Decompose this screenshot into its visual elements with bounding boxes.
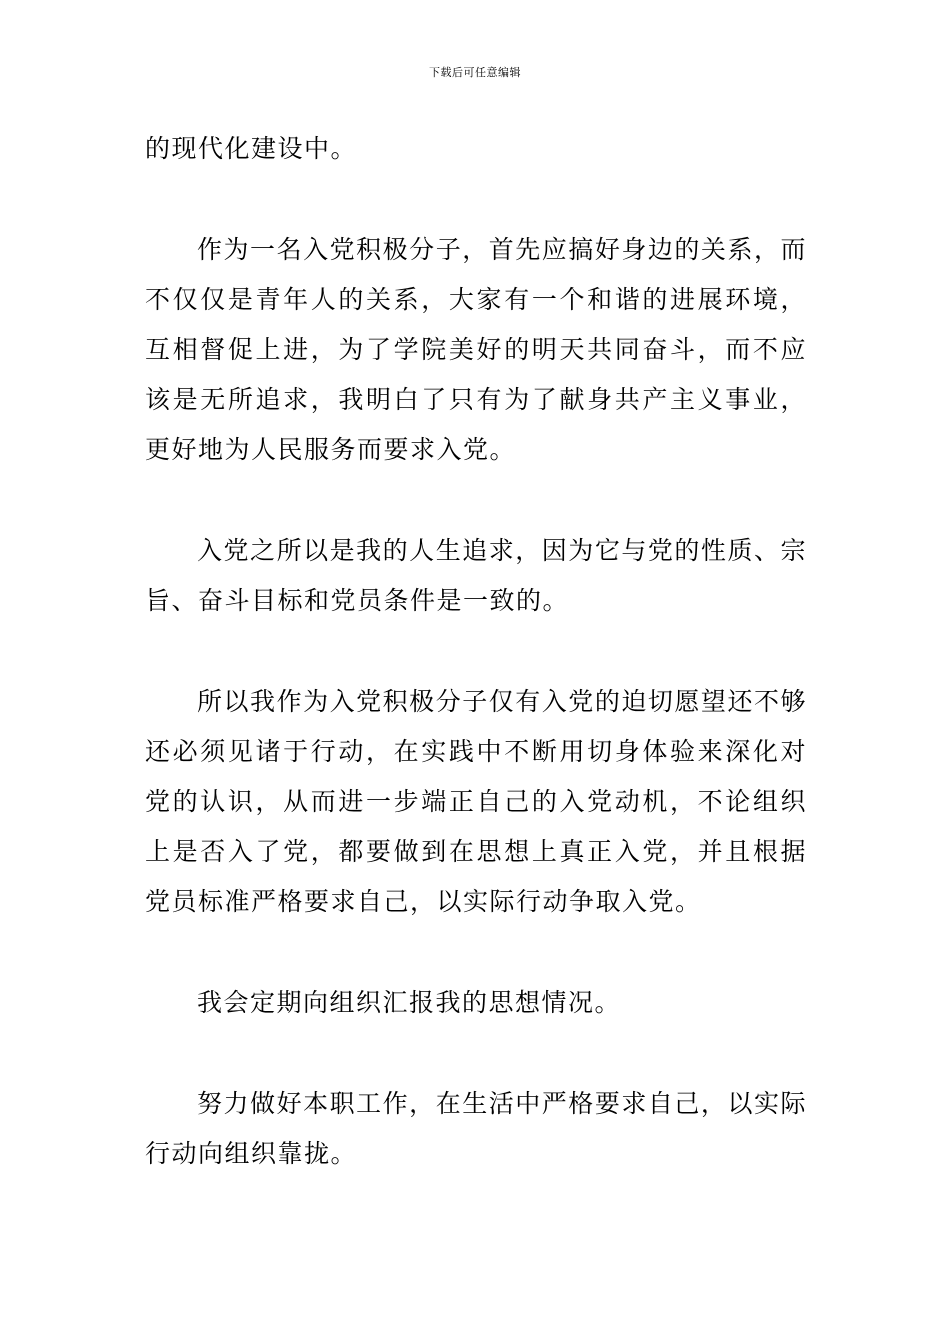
paragraph-1: 的现代化建设中。 xyxy=(145,134,358,163)
paragraph-gap xyxy=(145,1028,807,1079)
paragraph-gap xyxy=(145,927,807,978)
paragraph-3: 入党之所以是我的人生追求，因为它与党的性质、宗旨、奋斗目标和党员条件是一致的。 xyxy=(145,536,807,615)
paragraph-gap xyxy=(145,475,807,526)
paragraph-4: 所以我作为入党积极分子仅有入党的迫切愿望还不够还必须见诸于行动，在实践中不断用切身体验来深化对党的认识，从而进一步端正自己的入党动机，不论组织上是否入了党，都要做到在思想上真正入党，并且根据党员标准严格要求自己，以实际行动争取入党。 xyxy=(145,687,807,916)
paragraph-2: 作为一名入党积极分子，首先应搞好身边的关系，而不仅仅是青年人的关系，大家有一个和谐的进展环境，互相督促上进，为了学院美好的明天共同奋斗，而不应该是无所追求，我明白了只有为了献身共产主义事业，更好地为人民服务而要求入党。 xyxy=(145,235,807,464)
paragraph-5: 我会定期向组织汇报我的思想情况。 xyxy=(197,988,622,1017)
paragraph-gap xyxy=(145,626,807,677)
paragraph-6: 努力做好本职工作，在生活中严格要求自己，以实际行动向组织靠拢。 xyxy=(145,1089,807,1168)
document-body xyxy=(145,124,807,1179)
page-header: 下载后可任意编辑 xyxy=(429,66,521,79)
paragraph-gap xyxy=(145,174,807,225)
